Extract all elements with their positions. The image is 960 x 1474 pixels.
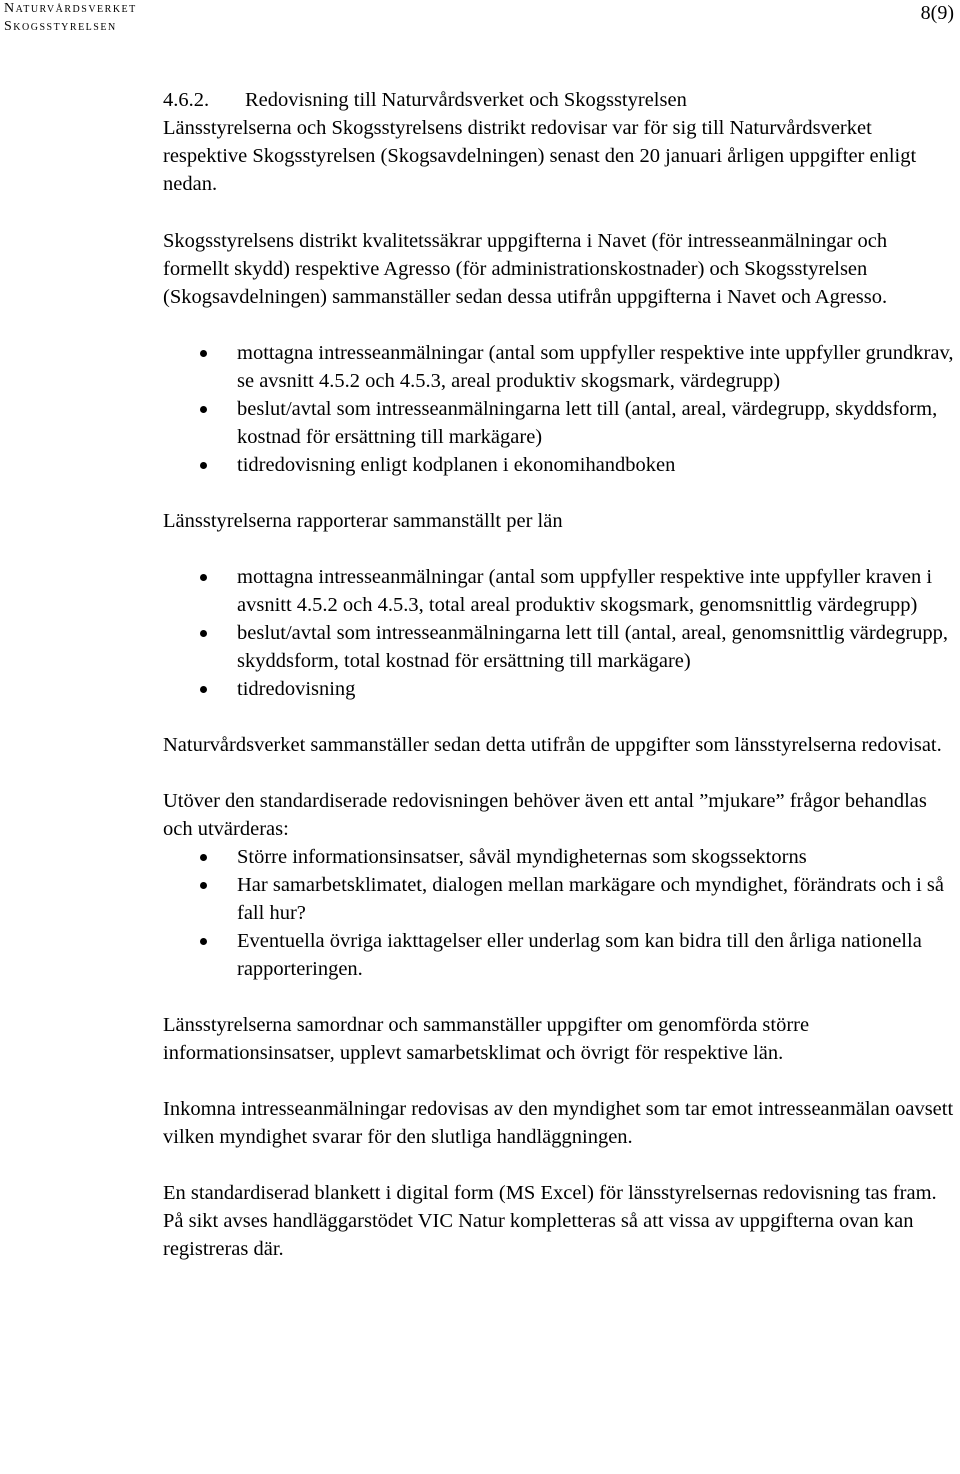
list-item: Har samarbetsklimatet, dialogen mellan markägare och myndighet, förändrats och i så fall hur? bbox=[163, 871, 958, 927]
bullet-icon bbox=[200, 882, 207, 889]
document-body bbox=[163, 86, 958, 1263]
paragraph-incoming: Inkomna intresseanmälningar redovisas av den myndighet som tar emot intresseanmälan oavsett vilken myndighet svarar för den slutliga handläggningen. bbox=[163, 1098, 954, 1148]
list-item: Större informationsinsatser, såväl myndigheternas som skogssektorns bbox=[163, 843, 958, 871]
paragraph-naturvardsverket-compile: Naturvårdsverket sammanställer sedan detta utifrån de uppgifter som länsstyrelserna redovisat. bbox=[163, 734, 942, 756]
section-heading bbox=[163, 86, 958, 114]
page-header-organisations bbox=[4, 0, 137, 36]
bullet-icon bbox=[200, 686, 207, 693]
bullet-icon bbox=[200, 350, 207, 357]
list-item: mottagna intresseanmälningar (antal som uppfyller respektive inte uppfyller kraven i avsnitt 4.5.2 och 4.5.3, total areal produktiv skogsmark, genomsnittlig värdegrupp) bbox=[163, 563, 958, 619]
paragraph-skogsstyrelsen-process: Skogsstyrelsens distrikt kvalitetssäkrar uppgifterna i Navet (för intresseanmälningar och formellt skydd) respektive Agresso (för administrationskostnader) och Skogsstyrelsen (Skogsavdelningen) sammanställer sedan dessa utifrån uppgifterna i Navet och Agresso. bbox=[163, 230, 888, 308]
list-item: Eventuella övriga iakttagelser eller underlag som kan bidra till den årliga nationella rapporteringen. bbox=[163, 927, 958, 983]
bullet-icon bbox=[200, 406, 207, 413]
section-title: Redovisning till Naturvårdsverket och Skogsstyrelsen bbox=[245, 89, 687, 111]
list-item: mottagna intresseanmälningar (antal som uppfyller respektive inte uppfyller grundkrav, se avsnitt 4.5.2 och 4.5.3, areal produktiv skogsmark, värdegrupp) bbox=[163, 339, 958, 395]
bullet-list-lansstyrelserna bbox=[163, 563, 958, 703]
section-number: 4.6.2. bbox=[163, 89, 210, 111]
bullet-list-softer bbox=[163, 843, 958, 983]
paragraph-softer-questions: Utöver den standardiserade redovisningen behöver även ett antal ”mjukare” frågor behandlas och utvärderas: bbox=[163, 790, 927, 840]
header-org-skogsstyrelsen: Skogsstyrelsen bbox=[4, 19, 117, 34]
bullet-icon bbox=[200, 462, 207, 469]
list-item: tidredovisning enligt kodplanen i ekonomihandboken bbox=[163, 451, 958, 479]
list-item: beslut/avtal som intresseanmälningarna lett till (antal, areal, värdegrupp, skyddsform, kostnad för ersättning till markägare) bbox=[163, 395, 958, 451]
paragraph-intro: Länsstyrelserna och Skogsstyrelsens distrikt redovisar var för sig till Naturvårdsverket respektive Skogsstyrelsen (Skogsavdelningen) senast den 20 januari årligen uppgifter enligt nedan. bbox=[163, 117, 917, 195]
header-org-naturvardsverket: Naturvårdsverket bbox=[4, 1, 137, 16]
paragraph-coordination: Länsstyrelserna samordnar och sammanställer uppgifter om genomförda större informationsinsatser, upplevt samarbetsklimat och övrigt för respektive län. bbox=[163, 1014, 810, 1064]
bullet-list-skogsstyrelsen bbox=[163, 339, 958, 479]
paragraph-lansstyrelserna-report: Länsstyrelserna rapporterar sammanställt per län bbox=[163, 510, 563, 532]
bullet-icon bbox=[200, 938, 207, 945]
list-item: tidredovisning bbox=[163, 675, 958, 703]
paragraph-standard-form: En standardiserad blankett i digital form (MS Excel) för länsstyrelsernas redovisning tas fram. På sikt avses handläggarstödet VIC Natur kompletteras så att vissa av uppgifterna ovan kan registreras där. bbox=[163, 1182, 937, 1260]
bullet-icon bbox=[200, 630, 207, 637]
list-item: beslut/avtal som intresseanmälningarna lett till (antal, areal, genomsnittlig värdegrupp, skyddsform, total kostnad för ersättning till markägare) bbox=[163, 619, 958, 675]
bullet-icon bbox=[200, 854, 207, 861]
page-number: 8(9) bbox=[920, 2, 954, 24]
bullet-icon bbox=[200, 574, 207, 581]
